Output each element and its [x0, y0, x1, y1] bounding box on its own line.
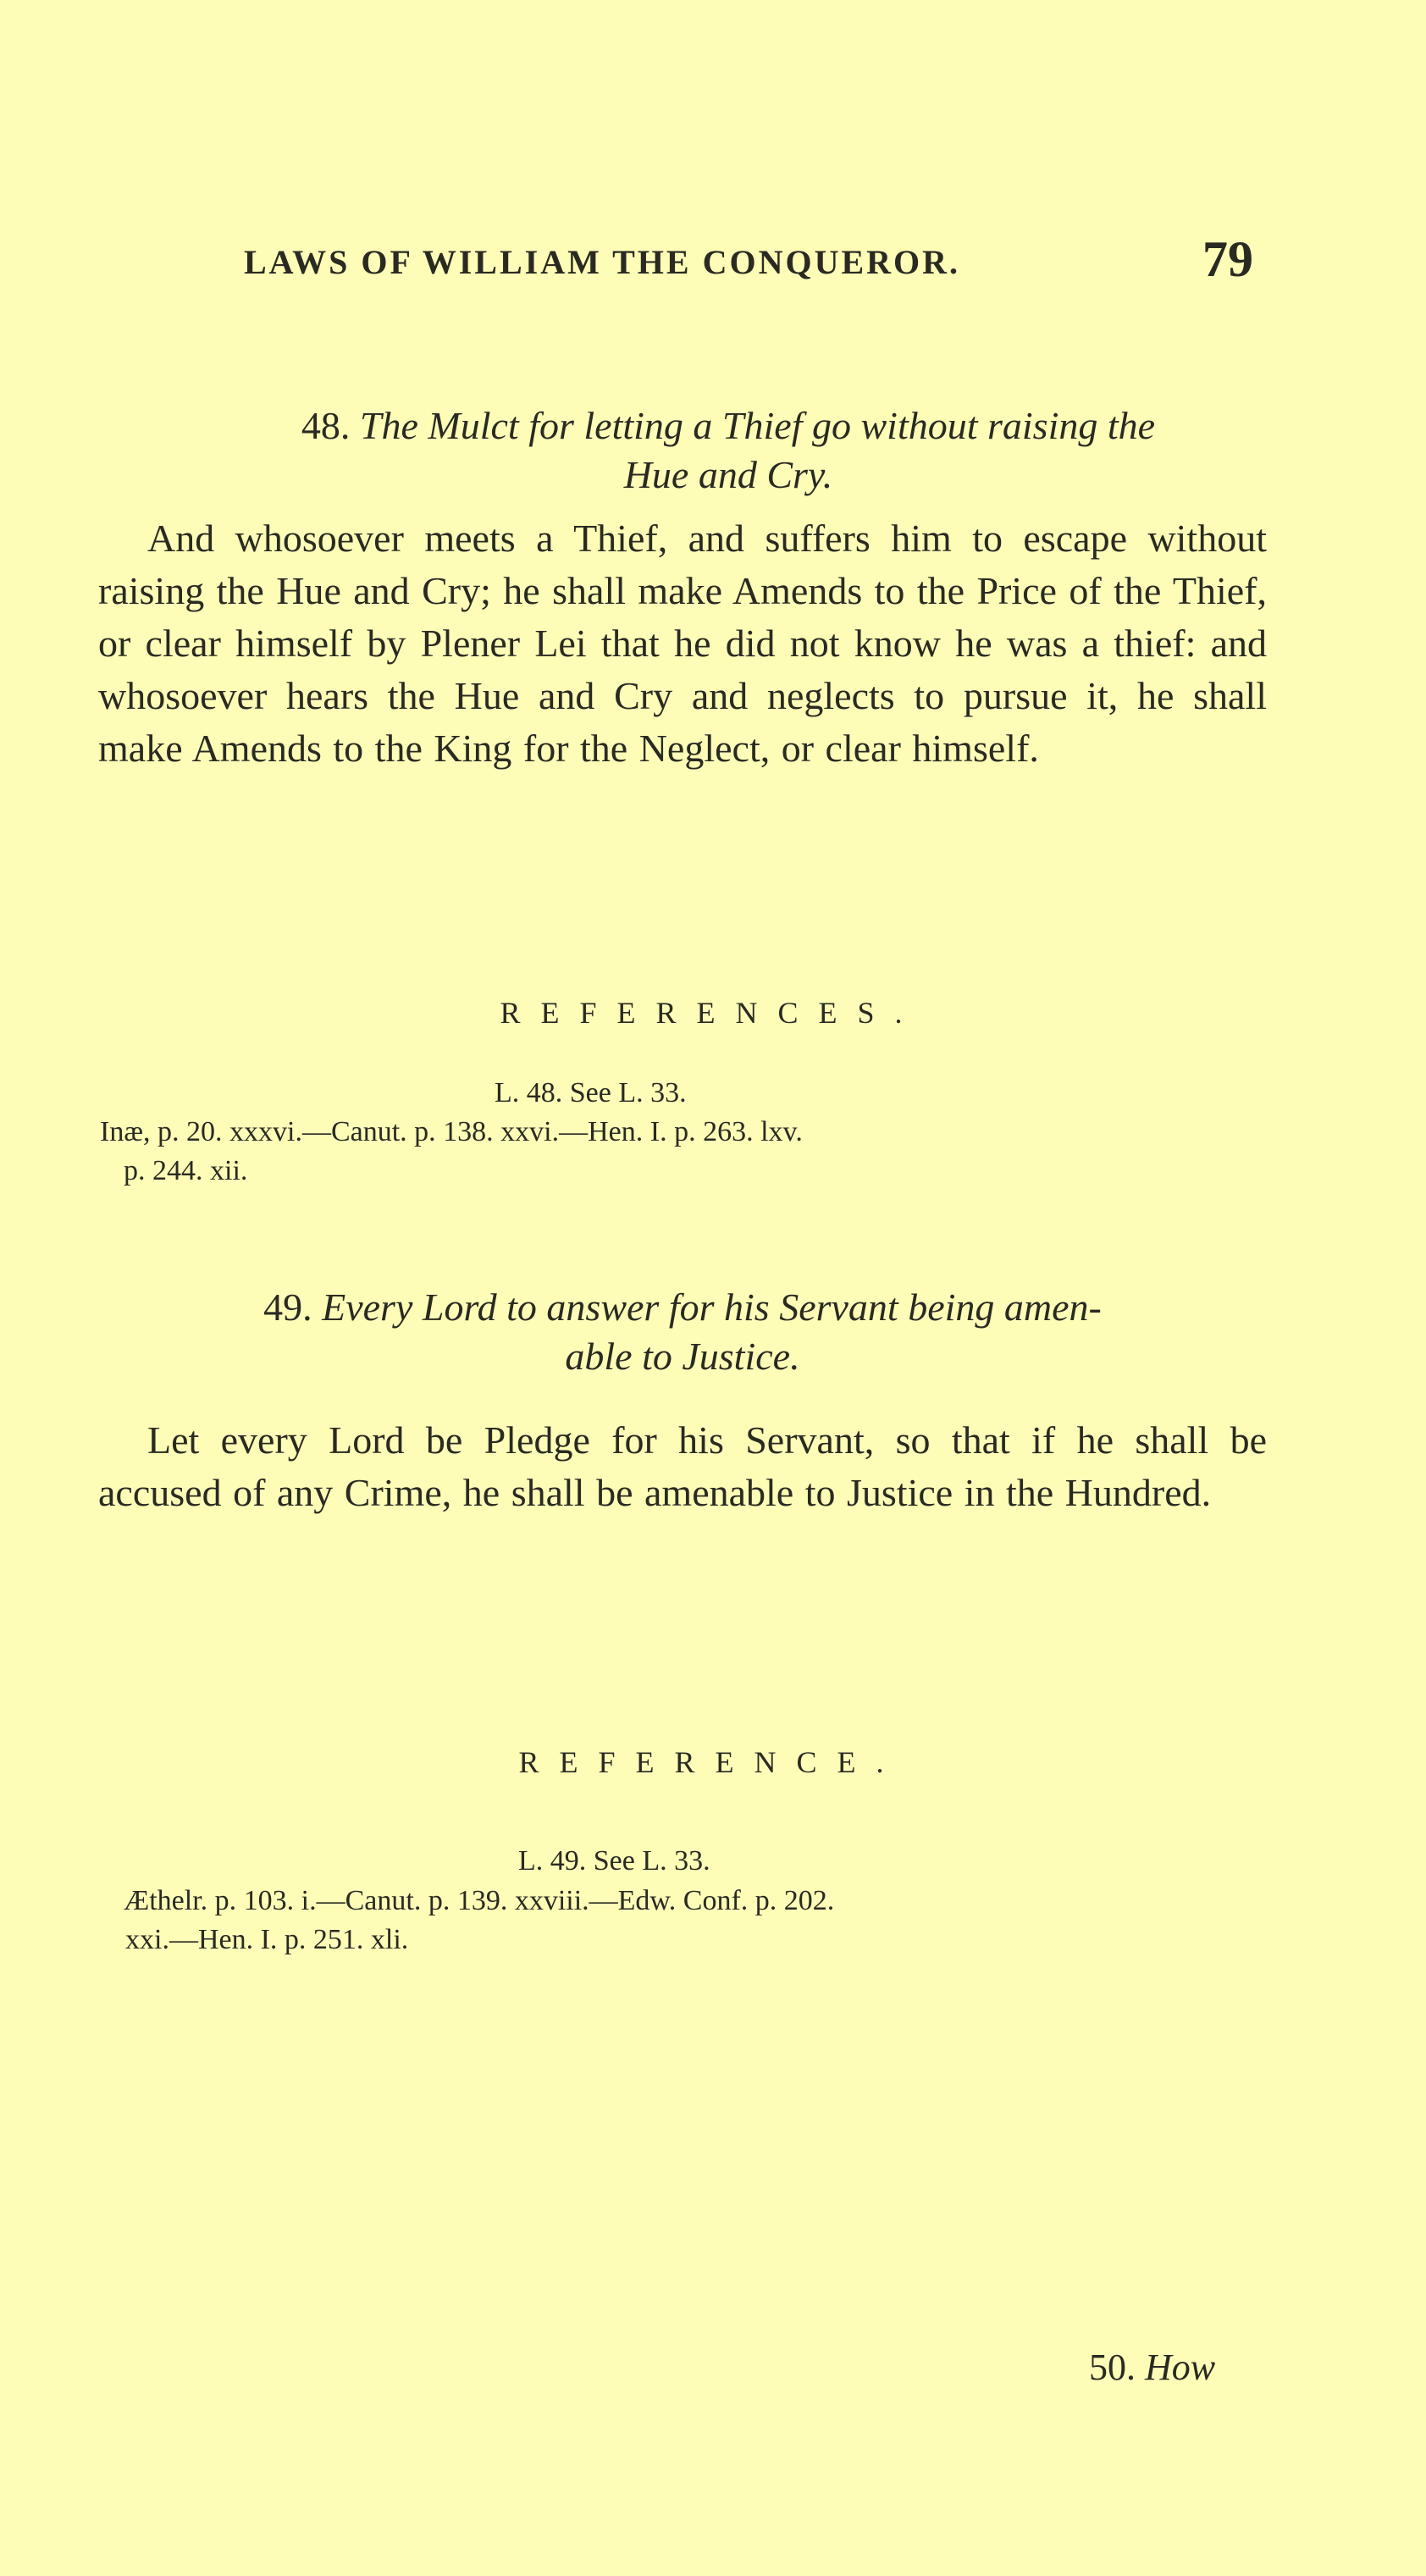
section-48-title-text: The Mulct for letting a Thief go without raising the	[359, 404, 1156, 447]
running-title: LAWS OF WILLIAM THE CONQUEROR.	[244, 243, 961, 281]
section-48-body: And whosoever meets a Thief, and suffers him to escape without raising the Hue and Cry; he shall make Amends to the Price of the Thief, or clear himself by Plener Lei that he did not know he was a thief: and whosoever hears the Hue and Cry and neglects to pursue it, he shall make Amends to the King for the Neglect, or clear himself.	[98, 517, 1267, 770]
section-49-title-text: Every Lord to answer for his Servant being amen-	[322, 1285, 1102, 1329]
section-49-references-title: REFERENCE.	[518, 1745, 904, 1779]
catchword-word: How	[1145, 2347, 1216, 2388]
section-48-references-title: REFERENCES.	[500, 996, 923, 1030]
section-48-reference-line: Inæ, p. 20. xxxvi.—Canut. p. 138. xxvi.—Hen. I. p. 263. lxv.	[100, 1116, 803, 1147]
section-49-reference-line: xxi.—Hen. I. p. 251. xli.	[125, 1924, 409, 1955]
section-48-reference-line: p. 244. xii.	[124, 1155, 248, 1186]
page-number: 79	[1202, 231, 1253, 287]
section-48-number: 48.	[301, 404, 351, 447]
section-49-title-line1	[98, 1283, 1267, 1332]
catchword	[1089, 2346, 1215, 2389]
section-48-title-line1	[186, 401, 1270, 451]
running-head	[229, 230, 1279, 298]
section-49-number: 49.	[263, 1285, 312, 1329]
catchword-number: 50.	[1089, 2347, 1136, 2388]
section-48-reference-line: L. 48. See L. 33.	[495, 1077, 687, 1108]
section-49-title-line2: able to Justice.	[565, 1335, 800, 1378]
section-48-heading	[186, 401, 1270, 500]
section-48-title-line2: Hue and Cry.	[623, 453, 833, 496]
section-49-heading	[98, 1283, 1267, 1381]
section-49-reference-line: L. 49. See L. 33.	[518, 1845, 710, 1877]
section-49-body: Let every Lord be Pledge for his Servant, so that if he shall be accused of any Crime, he shall be amenable to Justice in the Hundred.	[98, 1418, 1267, 1514]
section-49-reference-line: Æthelr. p. 103. i.—Canut. p. 139. xxviii.—Edw. Conf. p. 202.	[124, 1885, 835, 1916]
